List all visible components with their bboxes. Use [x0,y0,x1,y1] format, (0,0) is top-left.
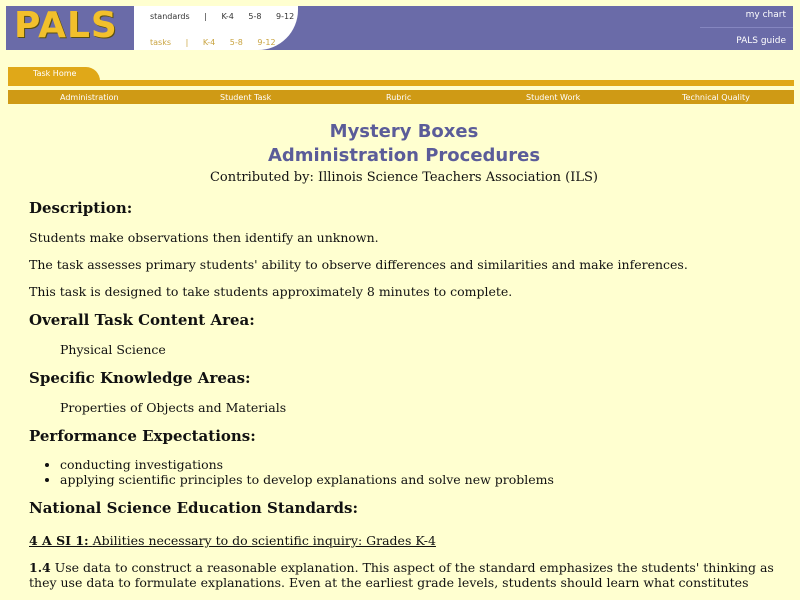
header-divider [700,27,793,28]
nav-tasks[interactable]: tasks [150,38,172,47]
list-item: • conducting investigations [60,457,779,472]
nav-tasks-k4[interactable]: K-4 [202,38,216,47]
task-subnav [8,90,794,104]
standard-sub-code: 1.4 [29,560,51,575]
content-area-heading: Overall Task Content Area: [29,311,255,329]
page-title [29,120,779,168]
description-text: Students make observations then identify an unknown. [29,230,379,245]
nav-separator: | [204,12,207,21]
tasks-nav [150,38,288,47]
standard-code: 4 A SI 1: [29,533,89,548]
pals-logo[interactable]: PALS [14,5,118,46]
nav-tasks-5-8[interactable]: 5-8 [229,38,243,47]
content-area-value: Physical Science [60,342,166,357]
standard-detail [29,560,779,590]
nav-standards[interactable]: standards [150,12,190,21]
standards-heading: National Science Education Standards: [29,499,359,517]
pals-guide-link[interactable]: PALS guide [736,36,786,46]
contributed-by: Contributed by: Illinois Science Teachers Association (ILS) [209,170,599,185]
standard-title: Abilities necessary to do scientific inquiry: Grades K-4 [92,533,436,548]
description-heading: Description: [29,199,133,217]
tab-underline-bar [8,80,794,86]
nav-standards-k4[interactable]: K-4 [221,12,234,21]
knowledge-areas-value: Properties of Objects and Materials [60,400,287,415]
subnav-rubric[interactable]: Rubric [386,93,412,102]
performance-heading: Performance Expectations: [29,427,256,445]
tab-task-home[interactable]: Task Home [8,67,100,81]
nav-standards-5-8[interactable]: 5-8 [248,12,262,21]
nav-tasks-9-12[interactable]: 9-12 [257,38,276,47]
nav-separator: | [185,38,189,47]
main-content [29,120,779,590]
subnav-student-work[interactable]: Student Work [526,93,581,102]
my-chart-link[interactable]: my chart [745,10,786,20]
title-line-2: Administration Procedures [267,145,541,166]
subnav-student-task[interactable]: Student Task [220,93,272,102]
standard-link[interactable] [29,533,779,548]
standards-nav [150,12,306,21]
nav-standards-9-12[interactable]: 9-12 [276,12,295,21]
title-line-1: Mystery Boxes [329,121,479,142]
knowledge-areas-heading: Specific Knowledge Areas: [29,369,251,387]
description-text: This task is designed to take students approximately 8 minutes to complete. [29,284,513,299]
description-text: The task assesses primary students' ability to observe differences and similarities and make inferences. [29,257,688,272]
standard-sub-text: Use data to construct a reasonable explanation. This aspect of the standard emphasizes the students' thinking as they use data to formulate explanations. Even at the earliest grade levels, students should learn what constitutes [29,560,774,590]
performance-list [29,457,779,487]
subnav-administration[interactable]: Administration [60,93,119,102]
list-item: • applying scientific principles to develop explanations and solve new problems [60,472,779,487]
header [0,0,800,58]
subnav-technical-quality[interactable]: Technical Quality [682,93,750,102]
